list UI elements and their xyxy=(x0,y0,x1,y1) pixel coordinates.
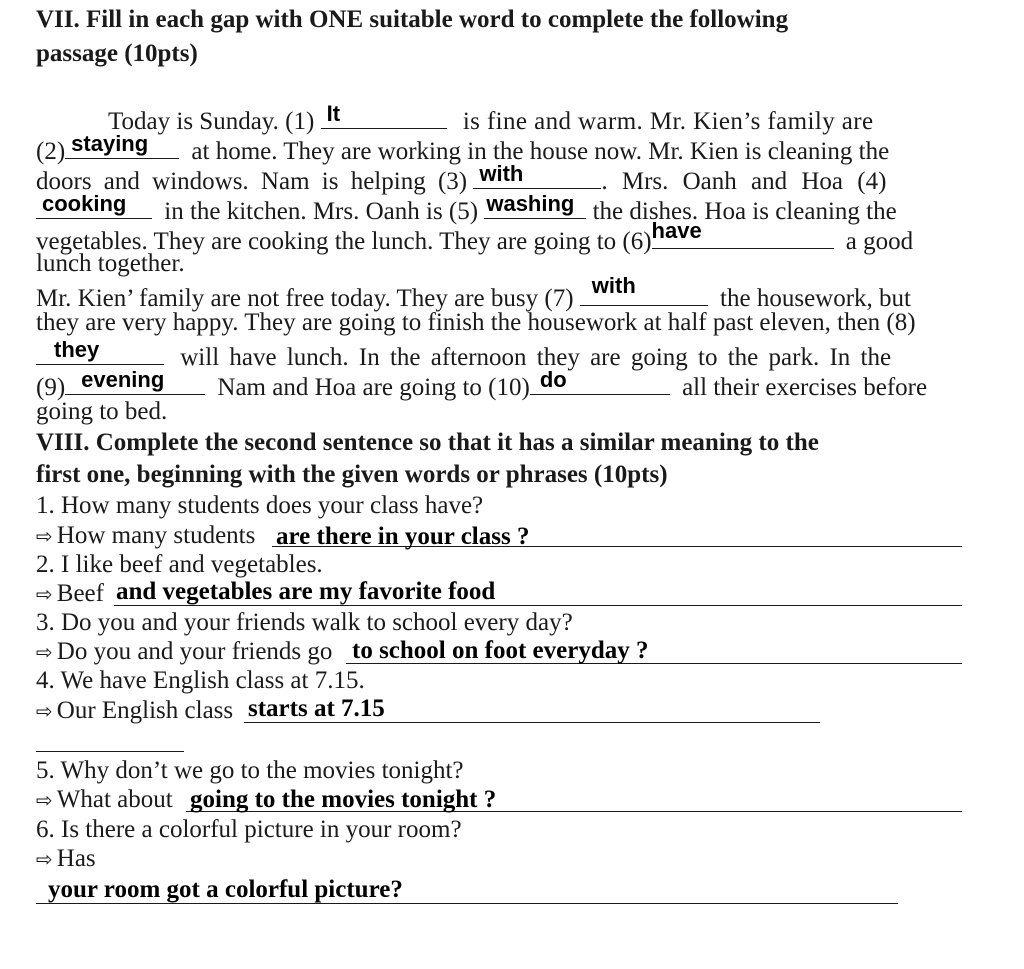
gap-1[interactable] xyxy=(321,102,447,129)
passage-line-10: (9) evening Nam and Hoa are going to (10) do all their exercises before xyxy=(36,367,928,401)
gap-2[interactable] xyxy=(65,132,179,159)
passage-line-11: going to bed. xyxy=(36,398,168,425)
gap-5[interactable] xyxy=(484,192,586,219)
rewrite-2-prompt: ⇨ Beef xyxy=(36,580,104,607)
gap-6[interactable] xyxy=(651,218,834,249)
rewrite-2-answer: and vegetables are my favorite food xyxy=(116,578,496,605)
passage-line-5: vegetables. They are cooking the lunch. They are going to (6) have a good xyxy=(36,218,914,255)
answer-7: with xyxy=(591,273,636,298)
arrow-icon: ⇨ xyxy=(36,582,53,606)
question-6: 6. Is there a colorful picture in your room? xyxy=(36,816,462,843)
question-4: 4. We have English class at 7.15. xyxy=(36,667,365,694)
passage-line-6: lunch together. xyxy=(36,250,185,277)
rewrite-4-answer: starts at 7.15 xyxy=(248,695,385,722)
gap-10[interactable] xyxy=(530,368,670,395)
passage-line-7: Mr. Kien’ family are not free today. They are busy (7) with the housework, but xyxy=(36,273,911,312)
gap-9[interactable] xyxy=(65,368,205,395)
section7-heading-line2: passage (10pts) xyxy=(36,40,198,67)
answer-line-4b[interactable] xyxy=(36,751,184,752)
question-5: 5. Why don’t we go to the movies tonight? xyxy=(36,757,464,784)
answer-4: cooking xyxy=(42,191,127,216)
answer-5: washing xyxy=(486,191,575,216)
answer-3: with xyxy=(479,161,524,186)
rewrite-3-prompt: ⇨ Do you and your friends go xyxy=(36,638,333,665)
gap-7[interactable] xyxy=(580,273,708,306)
passage-line-8: they are very happy. They are going to finish the housework at half past eleven, then (8) xyxy=(36,309,916,336)
answer-9: evening xyxy=(81,367,165,392)
rewrite-3-answer: to school on foot everyday ? xyxy=(352,637,649,664)
section8-heading-line2: first one, beginning with the given words or phrases (10pts) xyxy=(36,461,668,488)
passage-line-4: cooking in the kitchen. Mrs. Oanh is (5) washing the dishes. Hoa is cleaning the xyxy=(36,192,897,226)
passage-line-3: doors and windows. Nam is helping (3) with . Mrs. Oanh and Hoa (4) xyxy=(36,161,887,195)
section8-heading-line1: VIII. Complete the second sentence so that it has a similar meaning to the xyxy=(36,429,819,456)
passage-line-9: they will have lunch. In the afternoon they are going to the park. In the xyxy=(36,338,891,372)
question-3: 3. Do you and your friends walk to school every day? xyxy=(36,609,573,636)
answer-6: have xyxy=(651,218,702,243)
rewrite-6-prompt: ⇨ Has xyxy=(36,845,96,872)
rewrite-5-answer: going to the movies tonight ? xyxy=(190,786,497,813)
answer-1: It xyxy=(326,101,341,126)
gap-8[interactable] xyxy=(36,338,164,365)
arrow-icon: ⇨ xyxy=(36,788,53,812)
arrow-icon: ⇨ xyxy=(36,640,53,664)
arrow-icon: ⇨ xyxy=(36,847,53,871)
passage-line-2: (2) staying at home. They are working in the house now. Mr. Kien is cleaning the xyxy=(36,131,890,165)
gap-3[interactable] xyxy=(473,162,601,189)
rewrite-4-prompt: ⇨ Our English class xyxy=(36,697,234,724)
gap-4[interactable] xyxy=(36,192,152,219)
question-1: 1. How many students does your class have? xyxy=(36,492,484,519)
rewrite-6-answer: your room got a colorful picture? xyxy=(48,876,403,903)
rewrite-5-prompt: ⇨ What about xyxy=(36,786,173,813)
passage-line-1: Today is Sunday. (1) It is fine and warm. Mr. Kien’s family are xyxy=(108,101,874,135)
answer-10: do xyxy=(539,367,567,392)
arrow-icon: ⇨ xyxy=(36,524,53,548)
rewrite-1-answer: are there in your class ? xyxy=(276,523,530,550)
arrow-icon: ⇨ xyxy=(36,699,53,723)
answer-8: they xyxy=(54,337,100,362)
question-2: 2. I like beef and vegetables. xyxy=(36,551,323,578)
answer-2: staying xyxy=(71,131,149,156)
section7-heading-line1: VII. Fill in each gap with ONE suitable word to complete the following xyxy=(36,6,789,33)
rewrite-1-prompt: ⇨ How many students xyxy=(36,522,256,549)
